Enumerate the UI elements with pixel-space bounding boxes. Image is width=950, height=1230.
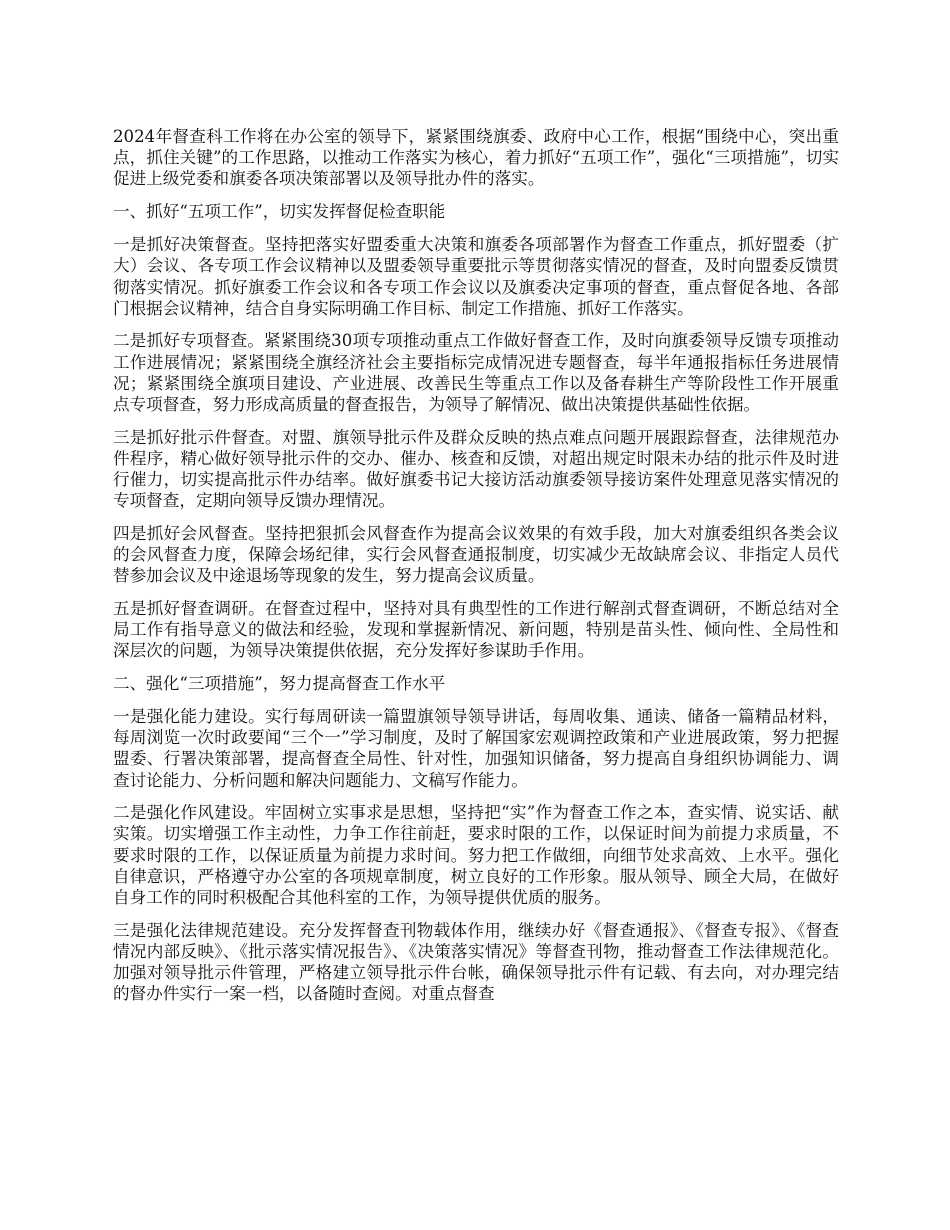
paragraph-decision-supervision: 一是抓好决策督查。坚持把落实好盟委重大决策和旗委各项部署作为督查工作重点，抓好盟委（扩大）会议、各专项工作会议精神以及盟委领导重要批示等贯彻落实情况的督查，及时向盟委反馈贯彻落实情况。抓好旗委工作会议和各专项工作会议以及旗委决定事项的督查，重点督促各地、各部门根据会议精神，结合自身实际明确工作目标、制定工作措施、抓好工作落实。 bbox=[113, 235, 839, 318]
intro-paragraph: 2024年督查科工作将在办公室的领导下，紧紧围绕旗委、政府中心工作，根据“围绕中心，突出重点，抓住关键”的工作思路，以推动工作落实为核心，着力抓好“五项工作”，强化“三项措施”，切实促进上级党委和旗委各项决策部署以及领导批办件的落实。 bbox=[113, 127, 839, 189]
paragraph-style-building: 二是强化作风建设。牢固树立实事求是思想，坚持把“实”作为督查工作之本，查实情、说实话、献实策。切实增强工作主动性，力争工作往前赶，要求时限的工作，以保证时间为前提力求质量，不要求时限的工作，以保证质量为前提力求时间。努力把工作做细，向细节处求高效、上水平。强化自律意识，严格遵守办公室的各项规章制度，树立良好的工作形象。服从领导、顾全大局，在做好自身工作的同时积极配合其他科室的工作，为领导提供优质的服务。 bbox=[113, 803, 839, 908]
section-heading-2: 二、强化“三项措施”，努力提高督查工作水平 bbox=[113, 673, 446, 693]
paragraph-legal-standardization: 三是强化法律规范建设。充分发挥督查刊物载体作用，继续办好《督查通报》、《督查专报》、《督查情况内部反映》、《批示落实情况报告》、《决策落实情况》等督查刊物，推动督查工作法律规范化。加强对领导批示件管理，严格建立领导批示件台帐，确保领导批示件有记载、有去向，对办理完结的督办件实行一案一档，以备随时查阅。对重点督查 bbox=[113, 920, 839, 1004]
paragraph-meeting-supervision: 四是抓好会风督查。坚持把狠抓会风督查作为提高会议效果的有效手段，加大对旗委组织各类会议的会风督查力度，保障会场纪律，实行会风督查通报制度，切实减少无故缺席会议、非指定人员代替参加会议及中途退场等现象的发生，努力提高会议质量。 bbox=[113, 523, 839, 586]
document-body bbox=[113, 126, 839, 1016]
paragraph-supervision-research: 五是抓好督查调研。在督查过程中，坚持对具有典型性的工作进行解剖式督查调研，不断总结对全局工作有指导意义的做法和经验，发现和掌握新情况、新问题，特别是苗头性、倾向性、全局性和深层次的问题，为领导决策提供依据，充分发挥好参谋助手作用。 bbox=[113, 598, 839, 661]
paragraph-capacity-building: 一是强化能力建设。实行每周研读一篇盟旗领导领导讲话，每周收集、通读、储备一篇精品材料，每周浏览一次时政要闻“三个一”学习制度，及时了解国家宏观调控政策和产业进展政策，努力把握盟委、行署决策部署，提高督查全局性、针对性，加强知识储备，努力提高自身组织协调能力、调查讨论能力、分析问题和解决问题能力、文稿写作能力。 bbox=[113, 707, 839, 790]
section-heading-1: 一、抓好“五项工作”，切实发挥督促检查职能 bbox=[113, 202, 446, 221]
paragraph-special-supervision: 二是抓好专项督查。紧紧围绕30项专项推动重点工作做好督查工作，及时向旗委领导反馈专项推动工作进展情况；紧紧围绕全旗经济社会主要指标完成情况进专题督查，每半年通报指标任务进展情况；紧紧围绕全旗项目建设、产业进展、改善民生等重点工作以及备春耕生产等阶段性工作开展重点专项督查，努力形成高质量的督查报告，为领导了解情况、做出决策提供基础性依据。 bbox=[113, 331, 839, 415]
paragraph-instruction-supervision: 三是抓好批示件督查。对盟、旗领导批示件及群众反映的热点难点问题开展跟踪督查，法律规范办件程序，精心做好领导批示件的交办、催办、核查和反馈，对超出规定时限未办结的批示件及时进行催力，切实提高批示件办结率。做好旗委书记大接访活动旗委领导接访案件处理意见落实情况的专项督查，定期向领导反馈办理情况。 bbox=[113, 427, 839, 511]
